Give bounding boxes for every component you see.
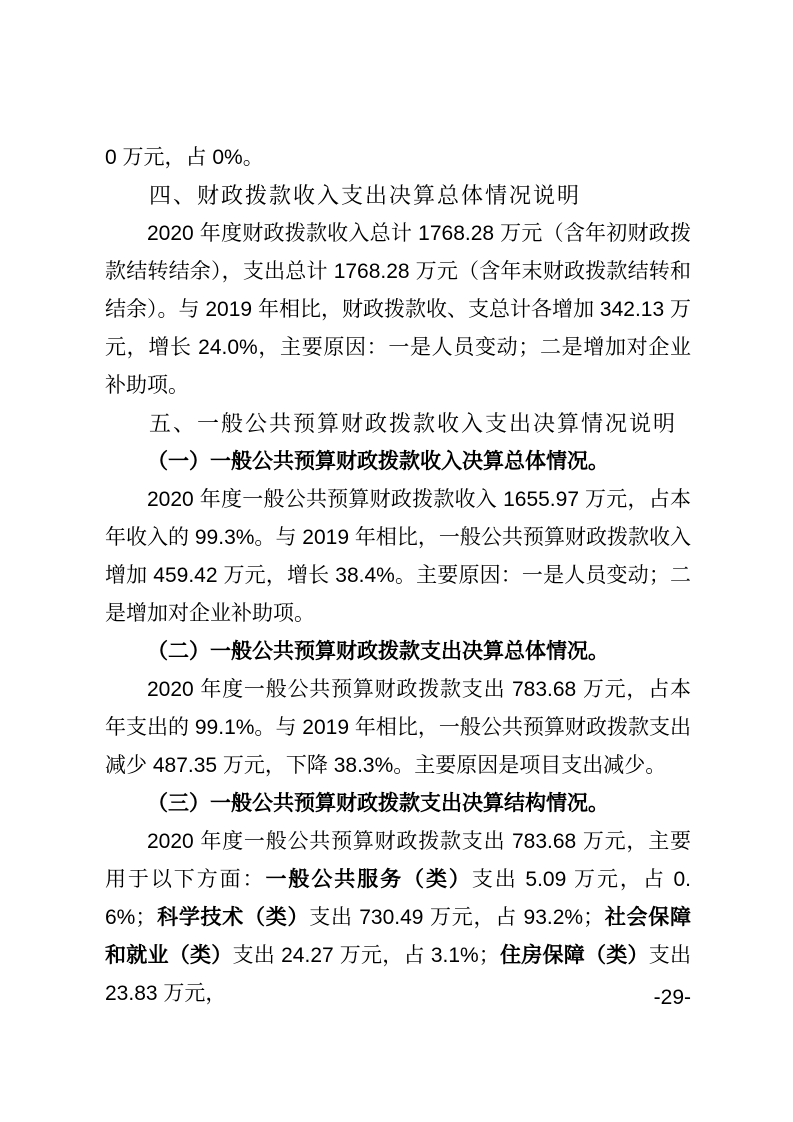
paragraph-text: 支出 23.83 万元， (105, 944, 692, 1005)
section-heading-five: 五、一般公共预算财政拨款收入支出决算情况说明 (149, 411, 678, 436)
page-number: -29- (653, 986, 691, 1009)
subsection-heading-two: （二）一般公共预算财政拨款支出决算总体情况。 (147, 640, 609, 663)
paragraph-text: 支出 5.09 万元，占 0.6%； (105, 868, 692, 929)
expense-category-label: 社会保障和就业（类） (105, 906, 692, 967)
expense-category-label: 住房保障（类） (499, 944, 649, 967)
expense-category-label: 科学技术（类） (156, 906, 310, 929)
expense-category-label: 一般公共服务（类） (265, 868, 472, 891)
paragraph-text: 支出 730.49 万元，占 93.2%； (309, 906, 605, 929)
paragraph-text: 支出 24.27 万元，占 3.1%； (232, 944, 500, 967)
subsection-heading-three: （三）一般公共预算财政拨款支出决算结构情况。 (147, 792, 609, 815)
paragraph-fiscal-appropriation-total: 2020 年度财政拨款收入总计 1768.28 万元（含年初财政拨款结转结余），支出总计 1768.28 万元（含年末财政拨款结转和结余）。与 2019 年相比，财政拨款收、支总计各增加 342.13 万元，增长 24.0%，主要原因：一是人员变动；二是增加对企业补助项。 (105, 222, 691, 397)
subsection-heading-one: （一）一般公共预算财政拨款收入决算总体情况。 (147, 450, 609, 473)
paragraph-budget-income: 2020 年度一般公共预算财政拨款收入 1655.97 万元，占本年收入的 99.3%。与 2019 年相比，一般公共预算财政拨款收入增加 459.42 万元，增长 38.4%。主要原因：一是人员变动；二是增加对企业补助项。 (105, 488, 691, 625)
paragraph-continuation: 0 万元，占 0%。 (105, 146, 264, 169)
paragraph-text: 2020 年度一般公共预算财政拨款支出 783.68 万元，主要用于以下方面： (105, 830, 691, 891)
document-content (105, 139, 691, 1013)
paragraph-budget-expenditure: 2020 年度一般公共预算财政拨款支出 783.68 万元，占本年支出的 99.1%。与 2019 年相比，一般公共预算财政拨款支出减少 487.35 万元，下降 38.3%。主要原因是项目支出减少。 (105, 678, 691, 777)
paragraph-expenditure-structure (105, 823, 691, 1013)
section-heading-four: 四、财政拨款收入支出决算总体情况说明 (149, 183, 582, 208)
